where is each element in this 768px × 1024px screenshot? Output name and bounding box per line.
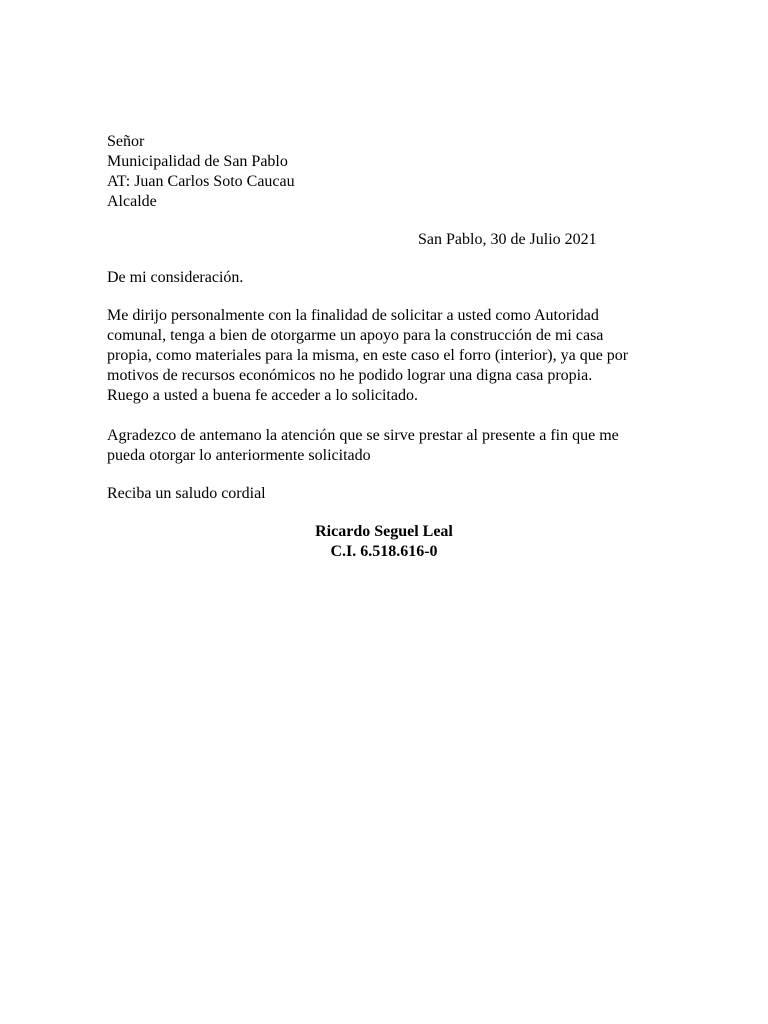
recipient-line: Señor (107, 133, 145, 150)
paragraph-line: pueda otorgar lo anteriormente solicitado (107, 447, 371, 464)
signature-id: C.I. 6.518.616-0 (330, 543, 438, 560)
paragraph-line: Ruego a usted a buena fe acceder a lo solicitado. (107, 387, 418, 404)
body-paragraph-1 (107, 306, 628, 406)
recipient-block (107, 132, 667, 212)
paragraph-line: propia, como materiales para la misma, en este caso el forro (interior), ya que por (107, 347, 629, 364)
recipient-line: Municipalidad de San Pablo (107, 153, 288, 170)
letter-greeting: De mi consideración. (107, 269, 244, 286)
body-paragraph-2 (107, 426, 619, 466)
paragraph-line: Me dirijo personalmente con la finalidad de solicitar a usted como Autoridad (107, 307, 599, 324)
recipient-line: Alcalde (107, 193, 157, 210)
letter-closing: Reciba un saludo cordial (107, 485, 266, 502)
signature-block (0, 522, 768, 562)
paragraph-line: Agradezco de antemano la atención que se sirve prestar al presente a fin que me (107, 427, 619, 444)
recipient-line: AT: Juan Carlos Soto Caucau (107, 173, 295, 190)
signature-name: Ricardo Seguel Leal (315, 523, 453, 540)
paragraph-line: comunal, tenga a bien de otorgarme un apoyo para la construcción de mi casa (107, 327, 604, 344)
letter-date: San Pablo, 30 de Julio 2021 (418, 231, 597, 248)
paragraph-line: motivos de recursos económicos no he podido lograr una digna casa propia. (107, 367, 593, 384)
